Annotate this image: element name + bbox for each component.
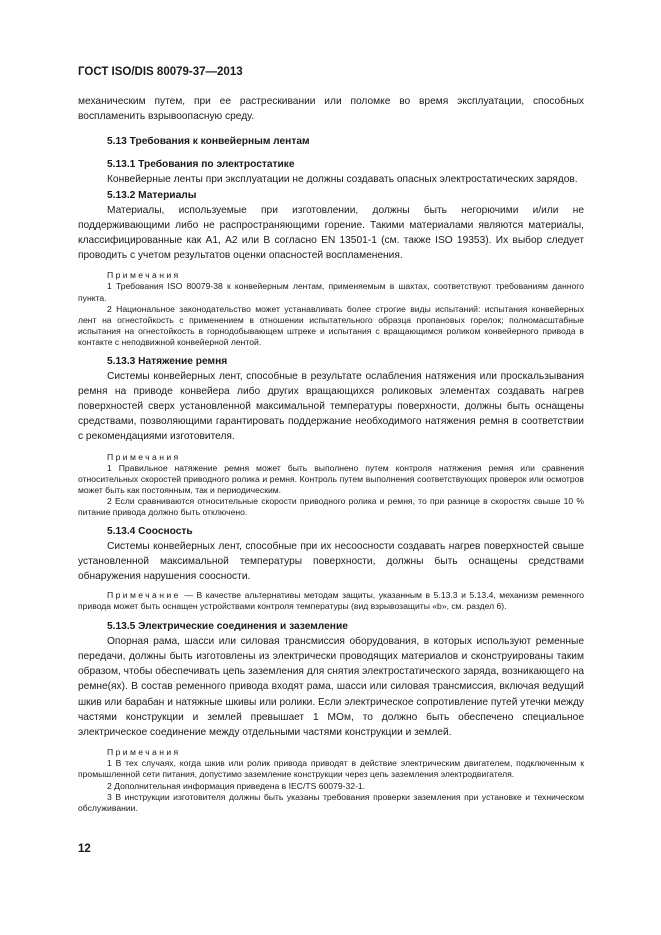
paragraph: Опорная рама, шасси или силовая трансмиссия оборудования, в которых используют ременные передачи, должны быть изготовлены из электрически проводящих материалов и сконструированы таким образом, чтобы обеспечивать цепь заземления для снятия электростатического заряда, возникающего на ремне(ях). В состав ременного привода входят рама, шасси или силовая трансмиссия, включая ведущий шкив или барабан и натяжные шкивы или ролики. Если электрическое сопротивление путей утечки между частями конструкции и землей превышает 1 МОм, то должно быть обеспечено специальное электрическое соединение между отдельными частями конструкции и землей.	[78, 635, 584, 738]
notes-title: Примечания	[107, 270, 181, 281]
note-item: 1 Правильное натяжение ремня может быть выполнено путем контроля натяжения ремня или сравнения относительных скоростей приводного ролика и ремня. Контроль путем выполнения соответствующих проверок или осмотров может быть как постоянным, так и периодическим.	[78, 462, 584, 496]
subsection-heading: 5.13.2 Материалы	[107, 189, 197, 201]
note-inline-title: Примечание	[107, 590, 181, 601]
note-item: 3 В инструкции изготовителя должны быть указаны требования проверки заземления при установке и техническом обслуживании.	[78, 791, 584, 813]
note-inline	[78, 590, 584, 612]
page-number: 12	[78, 843, 91, 855]
paragraph: Системы конвейерных лент, способные в результате ослабления натяжения или проскальзывания ремня на приводе конвейера либо других вращающихся роликовых элементах создавать нагрев поверхностей сверх установленной максимальной температуры поверхности, должны быть оснащены средствами, позволяющими гарантировать поддержание необходимого натяжения ремня в соответствии с рекомендациями изготовителя.	[78, 370, 584, 443]
document-header: ГОСТ ISO/DIS 80079-37—2013	[78, 66, 243, 78]
page-content	[78, 94, 584, 814]
paragraph: механическим путем, при ее растрескивании или поломке во время эксплуатации, способных воспламенить взрывоопасную среду.	[78, 96, 584, 123]
subsection-heading: 5.13.4 Соосность	[107, 525, 193, 537]
note-item: 2 Дополнительная информация приведена в IEC/TS 60079-32-1.	[107, 780, 366, 791]
paragraph: Системы конвейерных лент, способные при их несоосности создавать нагрев поверхностей свыше установленной максимальной температуры поверхности, должны быть оснащены средствами обнаружения нарушения соосности.	[78, 540, 584, 583]
paragraph: Материалы, используемые при изготовлении, должны быть негорючими и/или не поддерживающими либо не распространяющими горение. Такими материалами являются материалы, классифицированные как А1, А2 или В согласно EN 13501-1 (см. также ISO 19353). Их выбор следует проводить с учетом результатов оценки опасностей воспламенения.	[78, 204, 584, 262]
section-heading: 5.13 Требования к конвейерным лентам	[107, 136, 310, 148]
note-inline-text: — В качестве альтернативы методам защиты, указанным в 5.13.3 и 5.13.4, механизм ременного привода может быть оснащен устройствами контроля температуры (вид взрывозащиты «b», см. раздел 6).	[78, 590, 584, 612]
note-item: 2 Национальное законодательство может устанавливать более строгие виды испытаний: испытания конвейерных лент на огнестойкость с применением в отношении испытательного образца пропановых горелок; полномасштабные испытания на огнестойкость в горнодобывающем штреке и испытания с вращающимся роликом конвейерного привода в контакте с неподвижной конвейерной лентой.	[78, 303, 584, 348]
notes-title: Примечания	[107, 451, 181, 462]
note-item: 2 Если сравниваются относительные скорости приводного ролика и ремня, то при разнице в скоростях свыше 10 % питание привода должно быть отключено.	[78, 496, 584, 518]
paragraph: Конвейерные ленты при эксплуатации не должны создавать опасных электростатических зарядов.	[107, 174, 578, 186]
note-item: 1 Требования ISO 80079-38 к конвейерным лентам, применяемым в шахтах, соответствуют требованиям данного пункта.	[78, 281, 584, 303]
subsection-heading: 5.13.1 Требования по электростатике	[107, 159, 295, 171]
note-item: 1 В тех случаях, когда шкив или ролик привода приводят в действие электрическим двигателем, подключенным к промышленной сети питания, допустимо заземление конструкции через цепь заземления электродвигателя.	[78, 758, 584, 780]
subsection-heading: 5.13.5 Электрические соединения и заземление	[107, 620, 348, 632]
notes-title: Примечания	[107, 747, 181, 758]
subsection-heading: 5.13.3 Натяжение ремня	[107, 355, 228, 367]
